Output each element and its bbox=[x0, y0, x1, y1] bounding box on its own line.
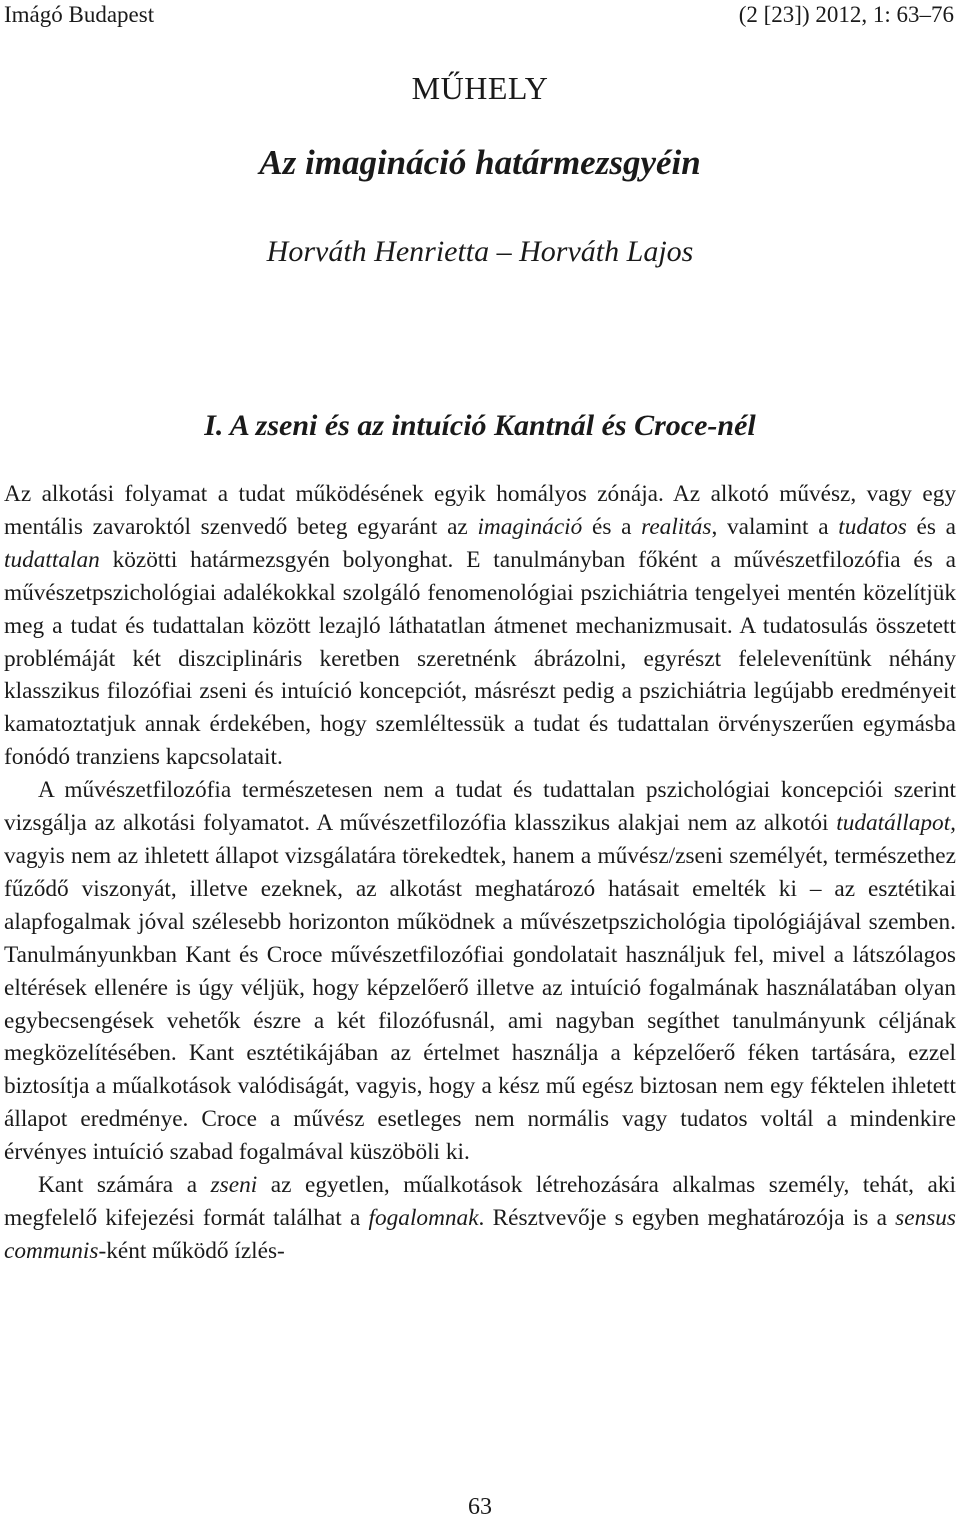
paragraph-3 bbox=[4, 1169, 956, 1268]
text-run: Az alkotási folyamat a tudat működésének egyik homályos zónája. Az alkotó művész, vagy egy mentális zavaroktól szenvedő beteg egyaránt az bbox=[4, 481, 956, 540]
text-run: -ként működő ízlés- bbox=[98, 1237, 285, 1264]
journal-name: Imágó Budapest bbox=[4, 2, 155, 27]
authors: Horváth Henrietta – Horváth Lajos bbox=[266, 235, 694, 268]
paragraph-1 bbox=[4, 478, 956, 774]
text-run: vagyis nem az ihletett állapot vizsgálatára törekedtek, hanem a művész/zseni személyét, természethez fűződő viszonyát, illetve ezeknek, az alkotást meghatározó hatásait emelték ki – az esztétikai alapfogalmak jóval szélesebb horizonton működnek a művészetpszichológia tipológiájával szemben. Tanulmányunkban Kant és Croce művészetfilozófiai gondolatait használjuk fel, mivel a látszólagos eltérések ellenére is úgy véljük, hogy képzelőerő illetve az intuíció fogalmának használatában olyan egybecsengések vehetők észre a két filozófusnál, ami nagyban segíthet tanulmányunk céljának megközelítésében. Kant esztétikájában az értelmet használja a képzelőerő féken tartására, ezzel biztosítja a műalkotások valódiságát, vagyis, hogy a kész mű egész biztosan nem egy féktelen ihletett állapot eredménye. Croce a művész esetleges nem normális vagy tudatos voltál a mindenkire érvényes intuíció szabad fogalmával küszöböli ki. bbox=[4, 842, 956, 1166]
text-run: . Résztvevője s egyben meghatározója is a bbox=[478, 1204, 896, 1231]
text-run: és a bbox=[906, 513, 956, 540]
section-label: MŰHELY bbox=[411, 70, 549, 106]
emphasis-text: realitás bbox=[641, 513, 712, 540]
article-title: Az imagináció határmezsgyéin bbox=[259, 143, 701, 182]
emphasis-text: zseni bbox=[210, 1172, 258, 1199]
text-run: az egyetlen, műalkotások létrehozására alkalmas személy, tehát, aki megfelelő kifejezési formát találhat a bbox=[4, 1172, 957, 1231]
emphasis-text: sensus communis bbox=[4, 1204, 956, 1264]
emphasis-text: tudatos bbox=[838, 513, 907, 540]
emphasis-text: imagináció bbox=[477, 513, 583, 540]
section-heading: I. A zseni és az intuíció Kantnál és Croce-nél bbox=[204, 409, 756, 442]
text-run: , valamint a bbox=[711, 513, 839, 540]
issue-info: (2 [23]) 2012, 1: 63–76 bbox=[738, 2, 954, 27]
emphasis-text: fogalomnak bbox=[368, 1204, 479, 1231]
emphasis-text: tudatállapot, bbox=[836, 810, 956, 837]
running-head bbox=[4, 0, 954, 30]
page-number: 63 bbox=[468, 1494, 492, 1520]
text-run: és a bbox=[582, 513, 642, 540]
text-run: közötti határmezsgyén bolyonghat. E tanulmányban főként a művészetfilozófia és a művészetpszichológiai adalékokkal szolgáló fenomenológiai pszichiátria tengelyei mentén közelítjük meg a tudat és tudattalan között lezajló láthatatlan átmenet mechanizmusait. A tudatosulás összetett problémáját két diszciplináris keretben szeretnénk ábrázolni, egyrészt felelevenítünk néhány klasszikus filozófiai zseni és intuíció koncepciót, másrészt pedig a pszichiátria legújabb eredményeit kamatoztatjuk annak érdekében, hogy szemléltessük a tudat és tudattalan örvényszerűen egymásba fonódó tranziens kapcsolatait. bbox=[4, 546, 956, 771]
paragraph-2 bbox=[4, 774, 956, 1169]
emphasis-text: tudattalan bbox=[4, 546, 100, 573]
text-run: Kant számára a bbox=[38, 1172, 211, 1199]
body-text bbox=[4, 478, 956, 1268]
text-run: A művészetfilozófia természetesen nem a tudat és tudattalan pszichológiai koncepciói szerint vizsgálja az alkotási folyamatot. A művészetfilozófia klasszikus alakjai nem az alkotói bbox=[4, 777, 956, 837]
